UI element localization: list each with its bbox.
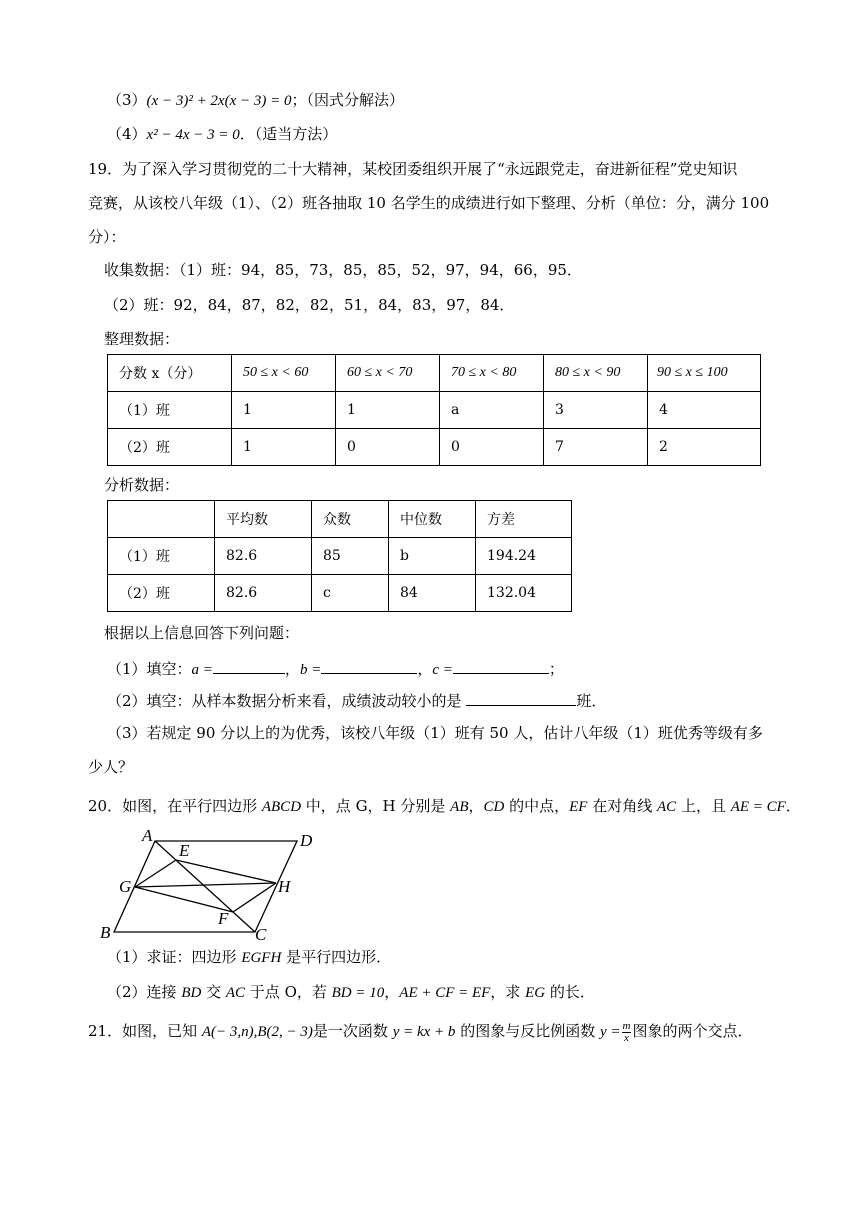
q18-part3-equation: (x − 3)² + 2x(x − 3) = 0	[146, 93, 292, 109]
table-row	[108, 501, 572, 538]
table-cell: a	[440, 392, 544, 429]
table-cell: 4	[648, 392, 761, 429]
table-header-cell: 70 ≤ x < 80	[440, 355, 544, 392]
q19-collect-class1: 收集数据：（1）班：94，85，73，85，85，52，97，94，66，95．	[104, 261, 582, 279]
table-cell: 3	[544, 392, 648, 429]
table-row	[108, 538, 572, 575]
q18-part4: （4）x² − 4x − 3 = 0．（适当方法）	[107, 125, 338, 143]
table-cell: 132.04	[476, 575, 572, 612]
table-header-cell: 50 ≤ x < 60	[232, 355, 336, 392]
table-header-cell	[108, 501, 215, 538]
label-a: A	[142, 826, 153, 845]
table-cell: 85	[312, 538, 389, 575]
q19-analyze-label: 分析数据：	[104, 476, 180, 494]
label-g: G	[119, 877, 132, 896]
segment-eh	[176, 860, 276, 883]
table-cell: 0	[440, 429, 544, 466]
q20-sub1: （1）求证：四边形 EGFH 是平行四边形．	[107, 948, 392, 966]
statistics-table	[107, 500, 572, 612]
answer-blank-c[interactable]	[453, 657, 549, 674]
table-header-cell: 中位数	[389, 501, 476, 538]
q19-answer-intro: 根据以上信息回答下列问题：	[104, 624, 300, 642]
table-cell: （1）班	[108, 538, 215, 575]
label-b: B	[100, 923, 111, 942]
label-d: D	[300, 831, 313, 850]
q19-collect-class2: （2）班：92，84，87，82，82，51，84，83，97，84．	[104, 296, 515, 314]
q19-sub2: （2）填空：从样本数据分析来看，成绩波动较小的是 班．	[107, 689, 606, 711]
table-row	[108, 575, 572, 612]
table-cell: 0	[336, 429, 440, 466]
table-row	[108, 392, 761, 429]
segment-hf	[233, 883, 276, 912]
table-cell: 82.6	[215, 575, 312, 612]
table-row	[108, 355, 761, 392]
table-cell: 7	[544, 429, 648, 466]
answer-blank-class[interactable]	[466, 689, 576, 706]
table-header-cell: 众数	[312, 501, 389, 538]
frequency-table	[107, 354, 761, 466]
table-cell: 1	[336, 392, 440, 429]
label-h: H	[278, 877, 291, 896]
table-header-cell: 80 ≤ x < 90	[544, 355, 648, 392]
label-f: F	[218, 909, 229, 928]
table-cell: 1	[232, 429, 336, 466]
table-header-cell: 90 ≤ x ≤ 100	[648, 355, 761, 392]
q19-organize-label: 整理数据：	[104, 330, 180, 348]
q19-stem-line2: 竞赛，从该校八年级（1）、（2）班各抽取 10 名学生的成绩进行如下整理、分析（单位：分，满分 100	[88, 194, 770, 212]
q20-stem: 20．如图，在平行四边形 ABCD 中，点 G，H 分别是 AB，CD 的中点，EF 在对角线 AC 上，且 AE = CF．	[88, 797, 801, 815]
q20-sub2: （2）连接 BD 交 AC 于点 O，若 BD = 10，AE + CF = EF，求 EG 的长．	[107, 983, 595, 1001]
q19-stem-line3: 分）：	[88, 228, 126, 246]
table-cell: （1）班	[108, 392, 232, 429]
segment-ge	[135, 860, 176, 887]
label-e: E	[179, 841, 190, 860]
answer-blank-a[interactable]	[213, 657, 285, 674]
q21-stem: 21．如图，已知 A(− 3,n),B(2, − 3)是一次函数 y = kx + b 的图象与反比例函数 y = $\frac{m}{x}$ 图象的两个交点．	[88, 1019, 753, 1044]
q18-part4-equation: x² − 4x − 3 = 0	[146, 127, 240, 143]
label-c: C	[255, 925, 267, 944]
table-cell: 194.24	[476, 538, 572, 575]
table-cell: b	[389, 538, 476, 575]
table-cell: （2）班	[108, 575, 215, 612]
table-cell: c	[312, 575, 389, 612]
q19-sub3-line1: （3）若规定 90 分以上的为优秀，该校八年级（1）班有 50 人，估计八年级（1）班优秀等级有多	[107, 724, 763, 742]
q19-stem-line1: 19．为了深入学习贯彻党的二十大精神，某校团委组织开展了“永远跟党走，奋进新征程”党史知识	[88, 160, 738, 178]
answer-blank-b[interactable]	[321, 657, 417, 674]
parallelogram-figure	[95, 822, 325, 944]
table-cell: （2）班	[108, 429, 232, 466]
table-header-cell: 分数 x（分）	[108, 355, 232, 392]
table-row	[108, 429, 761, 466]
table-cell: 1	[232, 392, 336, 429]
fraction-m-over-x: $\frac{m}{x}$	[622, 1019, 631, 1044]
table-header-cell: 方差	[476, 501, 572, 538]
table-header-cell: 平均数	[215, 501, 312, 538]
q19-sub3-line2: 少人？	[88, 758, 134, 776]
table-cell: 84	[389, 575, 476, 612]
table-cell: 2	[648, 429, 761, 466]
table-cell: 82.6	[215, 538, 312, 575]
q19-sub1: （1）填空：a = ，b = ，c = ；	[107, 657, 564, 680]
q18-part3: （3）(x − 3)² + 2x(x − 3) = 0；（因式分解法）	[107, 91, 405, 109]
table-header-cell: 60 ≤ x < 70	[336, 355, 440, 392]
